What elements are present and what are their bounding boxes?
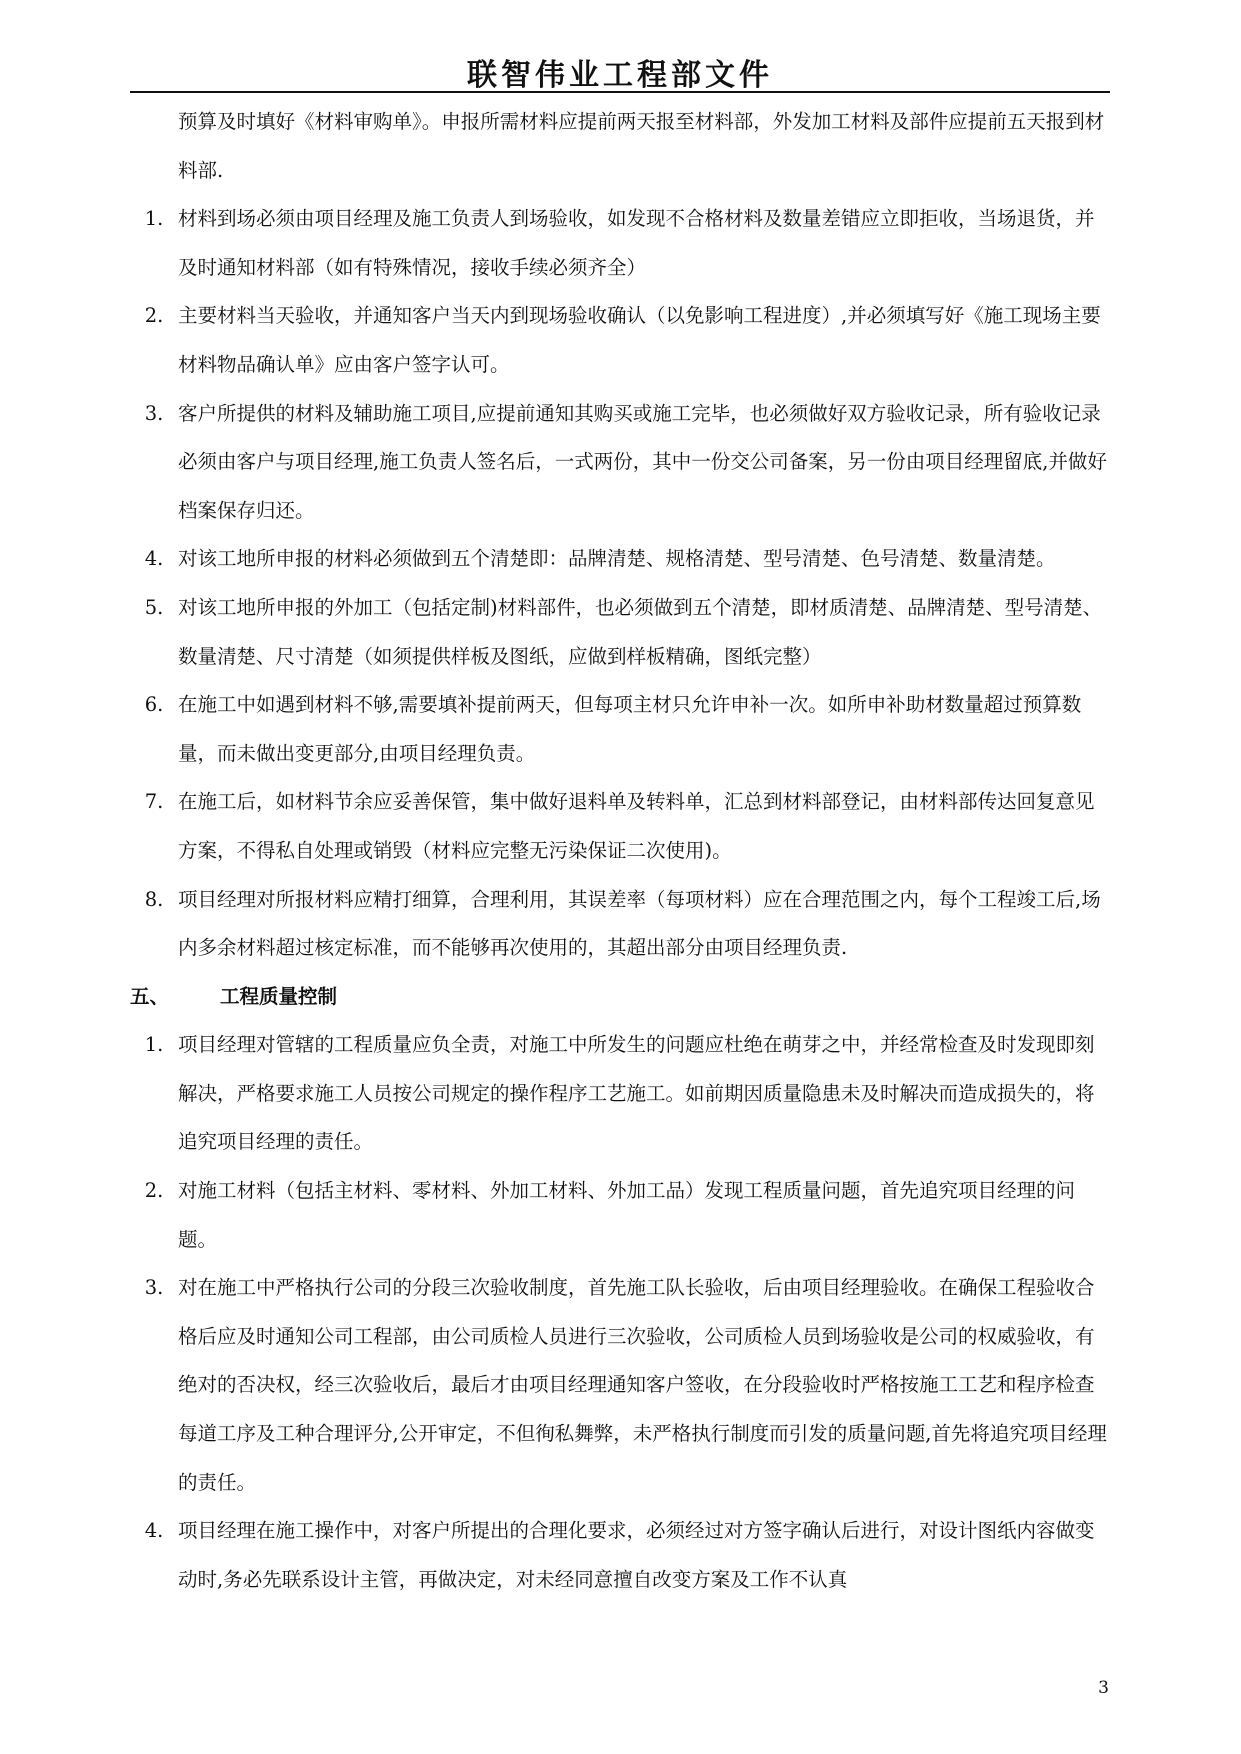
item-number: 2. xyxy=(144,1179,164,1203)
item-text: 在施工中如遇到材料不够,需要填补提前两天，但每项主材只允许申补一次。如所申补助材数量超过预算数量，而未做出变更部分,由项目经理负责。 xyxy=(178,693,1082,765)
list-item xyxy=(130,292,1110,389)
section-title: 工程质量控制 xyxy=(220,984,338,1008)
item-text: 项目经理对所报材料应精打细算，合理利用，其误差率（每项材料）应在合理范围之内，每个工程竣工后,场内多余材料超过核定标准，而不能够再次使用的，其超出部分由项目经理负责. xyxy=(178,887,1101,960)
intro-paragraph: 预算及时填好《材料审购单》。申报所需材料应提前两天报至材料部，外发加工材料及部件应提前五天报到材料部. xyxy=(178,110,1105,182)
header-divider xyxy=(130,91,1110,93)
item-number: 1. xyxy=(144,207,164,231)
item-number: 8. xyxy=(144,887,164,911)
item-number: 4. xyxy=(144,547,164,571)
item-text: 项目经理在施工操作中，对客户所提出的合理化要求，必须经过对方签字确认后进行，对设计图纸内容做变动时,务必先联系设计主管，再做决定，对未经同意擅自改变方案及工作不认真 xyxy=(178,1519,1095,1591)
item-text: 项目经理对管辖的工程质量应负全责，对施工中所发生的问题应杜绝在萌芽之中，并经常检查及时发现即刻解决，严格要求施工人员按公司规定的操作程序工艺施工。如前期因质量隐患未及时解决而造成损失的，将追究项目经理的责任。 xyxy=(178,1033,1095,1154)
item-text: 对在施工中严格执行公司的分段三次验收制度，首先施工队长验收，后由项目经理验收。在确保工程验收合格后应及时通知公司工程部，由公司质检人员进行三次验收，公司质检人员到场验收是公司的权威验收，有绝对的否决权，经三次验收后，最后才由项目经理通知客户签收，在分段验收时严格按施工工艺和程序检查每道工序及工种合理评分,公开审定，不但徇私舞弊，未严格执行制度而引发的质量问题,首先将追究项目经理的责任。 xyxy=(178,1276,1107,1494)
item-number: 3. xyxy=(144,401,164,425)
list-item xyxy=(130,1507,1110,1604)
list-item xyxy=(130,876,1110,973)
section-heading xyxy=(130,973,1110,1022)
document-body xyxy=(130,98,1110,1604)
item-number: 6. xyxy=(144,693,164,717)
list-item xyxy=(130,390,1110,536)
item-text: 对施工材料（包括主材料、零材料、外加工材料、外加工品）发现工程质量问题，首先追究项目经理的问题。 xyxy=(178,1179,1076,1251)
item-number: 1. xyxy=(144,1033,164,1057)
list-item xyxy=(130,584,1110,681)
item-text: 材料到场必须由项目经理及施工负责人到场验收，如发现不合格材料及数量差错应立即拒收，当场退货，并及时通知材料部（如有特殊情况，接收手续必须齐全） xyxy=(178,207,1095,279)
item-text: 对该工地所申报的外加工（包括定制)材料部件，也必须做到五个清楚，即材质清楚、品牌清楚、型号清楚、数量清楚、尺寸清楚（如须提供样板及图纸，应做到样板精确，图纸完整） xyxy=(178,595,1103,668)
list-item xyxy=(130,1167,1110,1264)
list-item xyxy=(130,778,1110,875)
list-item xyxy=(130,535,1110,584)
document-header-title: 联智伟业工程部文件 xyxy=(467,58,773,93)
page-number: 3 xyxy=(1098,1678,1109,1698)
item-number: 5. xyxy=(144,595,164,619)
materials-list xyxy=(130,195,1110,973)
section-number: 五、 xyxy=(130,984,170,1008)
item-text: 对该工地所申报的材料必须做到五个清楚即：品牌清楚、规格清楚、型号清楚、色号清楚、数量清楚。 xyxy=(178,547,1056,571)
item-number: 2. xyxy=(144,304,164,328)
list-item xyxy=(130,1021,1110,1167)
item-number: 7. xyxy=(144,790,164,814)
list-item xyxy=(130,195,1110,292)
quality-list xyxy=(130,1021,1110,1604)
item-text: 客户所提供的材料及辅助施工项目,应提前通知其购买或施工完毕，也必须做好双方验收记录，所有验收记录必须由客户与项目经理,施工负责人签名后，一式两份，其中一份交公司备案，另一份由项目经理留底,并做好档案保存归还。 xyxy=(178,401,1107,522)
item-number: 4. xyxy=(144,1519,164,1543)
item-number: 3. xyxy=(144,1276,164,1300)
item-text: 主要材料当天验收，并通知客户当天内到现场验收确认（以免影响工程进度）,并必须填写好《施工现场主要材料物品确认单》应由客户签字认可。 xyxy=(178,304,1101,376)
list-item xyxy=(130,681,1110,778)
list-item xyxy=(130,1264,1110,1507)
item-text: 在施工后，如材料节余应妥善保管，集中做好退料单及转料单，汇总到材料部登记，由材料部传达回复意见方案，不得私自处理或销毁（材料应完整无污染保证二次使用)。 xyxy=(178,790,1095,862)
